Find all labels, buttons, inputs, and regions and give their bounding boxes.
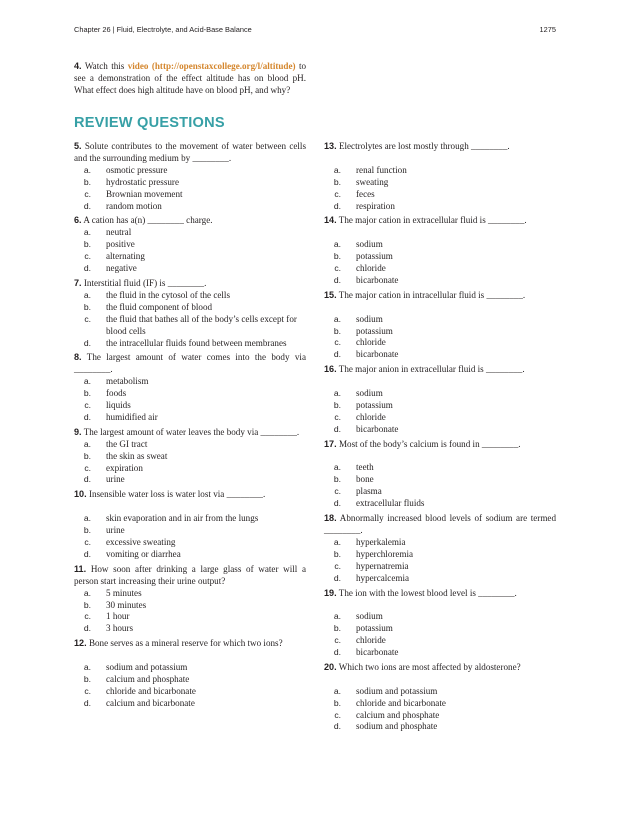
option-letter: c. (334, 709, 341, 720)
answer-option (324, 623, 556, 635)
option-text: Brownian movement (106, 188, 183, 199)
answer-option (324, 698, 556, 710)
answer-option (324, 549, 556, 561)
answer-option (74, 376, 306, 388)
option-letter: c. (84, 462, 91, 473)
answer-option (324, 165, 556, 177)
answer-options (74, 376, 306, 424)
question-item (74, 215, 306, 275)
answer-option (74, 263, 306, 275)
answer-options (324, 388, 556, 436)
option-text: potassium (356, 623, 393, 634)
option-text: positive (106, 239, 135, 250)
option-text: chloride and bicarbonate (356, 697, 446, 708)
answer-option (74, 698, 306, 710)
answer-option (74, 177, 306, 189)
option-letter: a. (83, 662, 91, 673)
option-letter: c. (334, 635, 341, 646)
question-item (324, 588, 556, 659)
question-stem (324, 439, 556, 451)
answer-option (324, 263, 556, 275)
video-link-label[interactable]: video (127, 61, 149, 71)
option-letter: d. (83, 474, 91, 485)
answer-option (74, 400, 306, 412)
answer-option (324, 686, 556, 698)
option-text: bone (356, 474, 374, 485)
answer-option (74, 251, 306, 263)
answer-option (324, 337, 556, 349)
answer-option (74, 439, 306, 451)
question-item (74, 638, 306, 709)
option-letter: a. (333, 313, 341, 324)
answer-option (74, 611, 306, 623)
option-letter: b. (83, 450, 91, 461)
option-letter: b. (333, 325, 341, 336)
option-letter: a. (333, 685, 341, 696)
option-text: 3 hours (106, 623, 134, 634)
answer-option (324, 710, 556, 722)
option-text: hyperchloremia (356, 548, 414, 559)
option-letter: d. (83, 263, 91, 274)
question-item (74, 427, 306, 487)
option-letter: b. (333, 623, 341, 634)
option-letter: a. (83, 376, 91, 387)
option-text: bicarbonate (356, 274, 399, 285)
option-text: calcium and phosphate (356, 709, 440, 720)
question-text: The largest amount of water comes into the body via ________. (74, 352, 306, 375)
option-text: sodium (356, 239, 383, 250)
option-text: sweating (356, 176, 389, 187)
option-text: bicarbonate (356, 647, 399, 658)
option-text: plasma (356, 486, 382, 497)
option-letter: a. (333, 388, 341, 399)
option-letter: b. (83, 176, 91, 187)
option-letter: d. (83, 200, 91, 211)
option-letter: a. (83, 289, 91, 300)
question-item (324, 215, 556, 286)
question-number: 20. (324, 661, 337, 672)
option-letter: a. (83, 513, 91, 524)
option-letter: d. (333, 274, 341, 285)
answer-option (324, 424, 556, 436)
option-letter: b. (83, 388, 91, 399)
option-text: neutral (106, 227, 132, 238)
answer-option (324, 400, 556, 412)
option-letter: c. (84, 536, 91, 547)
option-letter: c. (84, 611, 91, 622)
option-letter: d. (333, 647, 341, 658)
question-number: 15. (324, 289, 337, 300)
option-text: the GI tract (106, 438, 148, 449)
left-column (74, 141, 306, 713)
answer-options (74, 439, 306, 487)
option-text: chloride (356, 635, 386, 646)
section-title: REVIEW QUESTIONS (74, 115, 225, 131)
answer-option (74, 588, 306, 600)
option-text: the fluid that bathes all of the body’s cells except for blood cells (106, 313, 297, 336)
question-text-before-link: Watch this (84, 61, 125, 71)
option-letter: d. (83, 548, 91, 559)
option-letter: a. (83, 164, 91, 175)
answer-option (324, 201, 556, 213)
question-text: Abnormally increased blood levels of sodium are termed ________. (324, 513, 556, 536)
question-text: A cation has a(n) ________ charge. (83, 215, 213, 226)
page-header (74, 25, 556, 37)
answer-options (324, 611, 556, 659)
question-stem (74, 278, 306, 290)
answer-option (74, 537, 306, 549)
answer-option (74, 451, 306, 463)
answer-options (324, 239, 556, 287)
video-link-url[interactable]: (http://openstaxcollege.org/l/altitude) (151, 61, 296, 71)
question-text: The ion with the lowest blood level is ________. (338, 587, 517, 598)
answer-option (74, 314, 306, 338)
option-text: 5 minutes (106, 587, 142, 598)
question-number: 17. (324, 438, 337, 449)
question-stem (324, 290, 556, 302)
answer-option (74, 463, 306, 475)
question-4 (74, 61, 306, 97)
question-text: How soon after drinking a large glass of water will a person start increasing their urine output? (74, 563, 306, 586)
answer-option (74, 474, 306, 486)
option-text: the fluid in the cytosol of the cells (106, 289, 231, 300)
answer-option (324, 239, 556, 251)
option-letter: b. (83, 301, 91, 312)
option-letter: d. (333, 349, 341, 360)
option-letter: b. (83, 239, 91, 250)
option-letter: a. (333, 164, 341, 175)
answer-option (74, 239, 306, 251)
question-stem (324, 588, 556, 600)
option-letter: b. (333, 399, 341, 410)
answer-option (324, 721, 556, 733)
question-stem (324, 513, 556, 537)
answer-option (324, 177, 556, 189)
answer-option (74, 662, 306, 674)
option-text: 1 hour (106, 611, 130, 622)
option-text: hyperkalemia (356, 536, 406, 547)
option-letter: b. (333, 697, 341, 708)
option-text: osmotic pressure (106, 164, 168, 175)
question-stem (324, 215, 556, 227)
option-text: bicarbonate (356, 349, 399, 360)
option-text: vomiting or diarrhea (106, 548, 181, 559)
question-number: 11. (74, 563, 87, 574)
answer-option (324, 561, 556, 573)
option-letter: b. (83, 599, 91, 610)
option-text: urine (106, 474, 125, 485)
option-text: the skin as sweat (106, 450, 168, 461)
question-item (324, 439, 556, 510)
option-text: feces (356, 188, 375, 199)
answer-option (74, 549, 306, 561)
answer-option (74, 513, 306, 525)
question-item (324, 513, 556, 584)
question-stem (324, 662, 556, 674)
option-letter: a. (333, 536, 341, 547)
question-text: Solute contributes to the movement of water between cells and the surrounding medium by ________. (74, 141, 306, 163)
answer-option (74, 623, 306, 635)
answer-options (74, 165, 306, 213)
option-text: renal function (356, 164, 407, 175)
answer-option (324, 314, 556, 326)
option-text: 30 minutes (106, 599, 147, 610)
option-letter: b. (333, 474, 341, 485)
answer-option (324, 189, 556, 201)
option-letter: a. (333, 611, 341, 622)
question-item (74, 564, 306, 635)
option-text: skin evaporation and in air from the lungs (106, 513, 259, 524)
option-text: hypernatremia (356, 560, 409, 571)
option-letter: d. (333, 200, 341, 211)
option-text: chloride (356, 263, 386, 274)
question-number: 12. (74, 638, 87, 649)
option-text: expiration (106, 462, 143, 473)
answer-options (74, 662, 306, 710)
option-letter: c. (334, 411, 341, 422)
option-letter: d. (83, 697, 91, 708)
answer-option (74, 201, 306, 213)
option-text: excessive sweating (106, 536, 176, 547)
option-text: the fluid component of blood (106, 301, 213, 312)
option-letter: b. (83, 525, 91, 536)
option-letter: a. (83, 227, 91, 238)
answer-options (324, 537, 556, 585)
option-letter: c. (84, 188, 91, 199)
question-stem (324, 364, 556, 376)
option-letter: c. (84, 251, 91, 262)
answer-options (74, 290, 306, 350)
option-text: respiration (356, 200, 395, 211)
answer-option (74, 290, 306, 302)
option-text: negative (106, 263, 137, 274)
answer-option (324, 486, 556, 498)
answer-options (324, 462, 556, 510)
option-text: liquids (106, 400, 131, 411)
question-stem (74, 638, 306, 650)
answer-option (324, 537, 556, 549)
question-item (74, 489, 306, 560)
option-letter: b. (83, 673, 91, 684)
option-letter: c. (334, 188, 341, 199)
option-text: chloride (356, 337, 386, 348)
video-link[interactable] (128, 61, 296, 71)
question-number: 19. (324, 587, 337, 598)
option-text: calcium and phosphate (106, 673, 190, 684)
option-letter: c. (334, 560, 341, 571)
answer-options (74, 513, 306, 561)
question-number: 13. (324, 141, 337, 151)
option-text: hydrostatic pressure (106, 176, 179, 187)
answer-option (324, 611, 556, 623)
option-letter: d. (333, 423, 341, 434)
option-text: urine (106, 525, 125, 536)
question-text: Most of the body’s calcium is found in ________. (338, 438, 521, 449)
answer-option (324, 349, 556, 361)
question-text: Insensible water loss is water lost via ________. (88, 489, 266, 500)
option-letter: c. (84, 685, 91, 696)
question-number: 6. (74, 215, 82, 226)
question-item (74, 352, 306, 423)
question-item (324, 662, 556, 733)
option-letter: b. (333, 251, 341, 262)
question-stem (74, 141, 306, 165)
running-header-title: Chapter 26 | Fluid, Electrolyte, and Acid-Base Balance (74, 25, 252, 34)
option-text: chloride (356, 411, 386, 422)
option-text: hypercalcemia (356, 572, 410, 583)
answer-option (324, 275, 556, 287)
question-stem (74, 564, 306, 588)
option-text: chloride and bicarbonate (106, 685, 196, 696)
option-text: sodium and potassium (356, 685, 438, 696)
question-item (74, 141, 306, 212)
question-number: 16. (324, 364, 337, 375)
question-item (324, 364, 556, 435)
option-letter: d. (83, 411, 91, 422)
option-text: potassium (356, 399, 393, 410)
option-letter: a. (333, 239, 341, 250)
option-text: the intracellular fluids found between membranes (106, 337, 287, 348)
option-letter: c. (84, 313, 91, 324)
question-number: 18. (324, 513, 337, 524)
option-text: alternating (106, 251, 145, 262)
option-text: sodium (356, 313, 383, 324)
option-letter: a. (83, 438, 91, 449)
answer-option (74, 165, 306, 177)
answer-options (74, 227, 306, 275)
option-text: teeth (356, 462, 374, 473)
option-letter: c. (334, 486, 341, 497)
question-stem (74, 352, 306, 376)
question-item (324, 141, 556, 212)
question-text: Interstitial fluid (IF) is ________. (83, 277, 207, 288)
answer-option (74, 189, 306, 201)
answer-option (74, 600, 306, 612)
option-letter: d. (333, 498, 341, 509)
option-letter: d. (333, 721, 341, 732)
answer-option (74, 674, 306, 686)
question-number: 4. (74, 61, 82, 71)
question-text: The major cation in intracellular fluid is ________. (338, 289, 526, 300)
option-letter: a. (333, 462, 341, 473)
option-letter: c. (334, 337, 341, 348)
option-letter: d. (83, 623, 91, 634)
question-stem (74, 215, 306, 227)
question-text: Bone serves as a mineral reserve for which two ions? (88, 638, 283, 649)
answer-option (74, 338, 306, 350)
answer-option (324, 251, 556, 263)
option-letter: d. (83, 337, 91, 348)
answer-options (74, 588, 306, 636)
question-stem (324, 141, 556, 153)
option-letter: b. (333, 176, 341, 187)
option-letter: b. (333, 548, 341, 559)
question-number: 5. (74, 141, 82, 151)
option-letter: a. (83, 587, 91, 598)
question-number: 10. (74, 489, 87, 500)
answer-option (324, 474, 556, 486)
option-text: foods (106, 388, 127, 399)
answer-option (74, 412, 306, 424)
answer-option (324, 462, 556, 474)
option-text: random motion (106, 200, 162, 211)
question-text: The major cation in extracellular fluid is ________. (338, 215, 527, 226)
option-text: potassium (356, 325, 393, 336)
question-text: The largest amount of water leaves the body via ________. (83, 426, 300, 437)
question-number: 14. (324, 215, 337, 226)
answer-options (324, 686, 556, 734)
question-text: The major anion in extracellular fluid is ________. (338, 364, 525, 375)
question-stem (74, 489, 306, 501)
option-letter: c. (334, 263, 341, 274)
answer-option (324, 388, 556, 400)
option-text: potassium (356, 251, 393, 262)
answer-option (324, 647, 556, 659)
option-text: metabolism (106, 376, 149, 387)
option-letter: d. (333, 572, 341, 583)
question-text: Electrolytes are lost mostly through ________. (338, 141, 510, 151)
question-text: Which two ions are most affected by aldosterone? (338, 661, 521, 672)
answer-option (74, 388, 306, 400)
option-text: sodium and potassium (106, 662, 188, 673)
answer-option (324, 573, 556, 585)
answer-options (324, 165, 556, 213)
question-item (74, 278, 306, 349)
answer-option (324, 326, 556, 338)
option-text: bicarbonate (356, 423, 399, 434)
answer-option (324, 635, 556, 647)
option-text: humidified air (106, 411, 158, 422)
question-item (324, 290, 556, 361)
question-number: 9. (74, 426, 82, 437)
option-text: sodium and phosphate (356, 721, 438, 732)
option-text: extracellular fluids (356, 498, 425, 509)
answer-option (324, 412, 556, 424)
option-letter: c. (84, 400, 91, 411)
question-number: 8. (74, 352, 82, 363)
question-number: 7. (74, 277, 82, 288)
question-stem (74, 427, 306, 439)
option-text: sodium (356, 611, 383, 622)
page-number: 1275 (539, 25, 556, 34)
answer-option (74, 227, 306, 239)
question-text-after-link: to see a demonstration of the effect altitude has on blood pH. What effect does high altitude have on blood pH, and why? (74, 61, 307, 95)
answer-option (74, 302, 306, 314)
right-column (324, 141, 556, 736)
option-text: sodium (356, 388, 383, 399)
answer-options (324, 314, 556, 362)
option-text: calcium and bicarbonate (106, 697, 195, 708)
answer-option (74, 525, 306, 537)
answer-option (74, 686, 306, 698)
answer-option (324, 498, 556, 510)
